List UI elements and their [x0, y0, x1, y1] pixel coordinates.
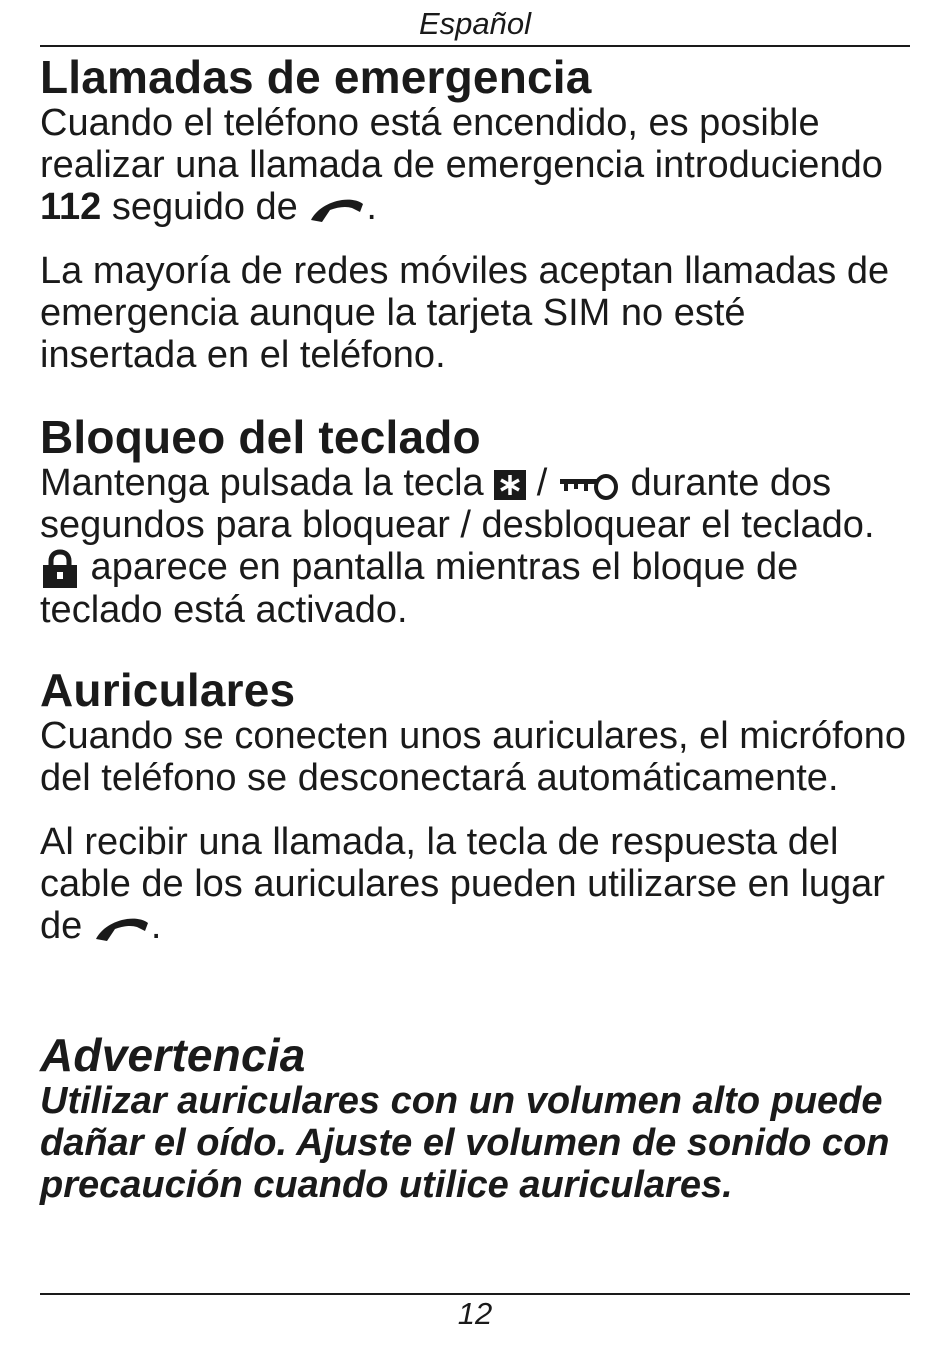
paragraph-text: Cuando el teléfono está encendido, es posible realizar una llamada de emergencia introduciendo: [40, 102, 883, 186]
header-language: Español: [418, 6, 532, 41]
section-title: Bloqueo del teclado: [40, 411, 481, 463]
warning-text: Utilizar auriculares con un volumen alto puede dañar el oído. Ajuste el volumen de sonido con precaución cuando utilice auriculares.: [40, 1080, 890, 1206]
paragraph: Cuando se conecten unos auriculares, el micrófono del teléfono se desconectará automáticamente.: [40, 715, 907, 799]
footer-divider: [40, 1293, 910, 1295]
key-icon: [558, 470, 620, 500]
emergency-number: 112: [40, 186, 102, 228]
section-emergency-calls: [40, 52, 910, 376]
section-warning: [40, 1030, 910, 1206]
paragraph-text: .: [150, 905, 162, 947]
section-keypad-lock: [40, 412, 910, 631]
section-title: Auriculares: [40, 664, 296, 716]
star-key-icon: [494, 470, 526, 500]
paragraph-text: /: [526, 462, 558, 504]
call-handset-icon: [308, 192, 366, 226]
paragraph: La mayoría de redes móviles aceptan llamadas de emergencia aunque la tarjeta SIM no esté insertada en el teléfono.: [40, 250, 890, 376]
page-number: 12: [457, 1296, 493, 1331]
paragraph: [40, 462, 910, 631]
paragraph-text: Mantenga pulsada la tecla: [40, 462, 495, 504]
section-title: Advertencia: [40, 1029, 306, 1081]
paragraph-text: Al recibir una llamada, la tecla de respuesta del cable de los auriculares pueden utilizarse en lugar de: [40, 821, 885, 947]
call-handset-icon: [93, 911, 151, 945]
lock-icon: [40, 549, 80, 589]
paragraph-text: durante dos segundos para bloquear / desbloquear el teclado.: [40, 462, 875, 546]
section-title: Llamadas de emergencia: [40, 51, 592, 103]
paragraph-text: aparece en pantalla mientras el bloque de teclado está activado.: [40, 546, 799, 631]
paragraph-text: seguido de: [101, 186, 309, 228]
section-headphones: [40, 665, 910, 947]
paragraph: [40, 102, 910, 228]
paragraph: [40, 821, 910, 947]
paragraph-text: .: [366, 186, 377, 228]
header-divider: [40, 45, 910, 47]
